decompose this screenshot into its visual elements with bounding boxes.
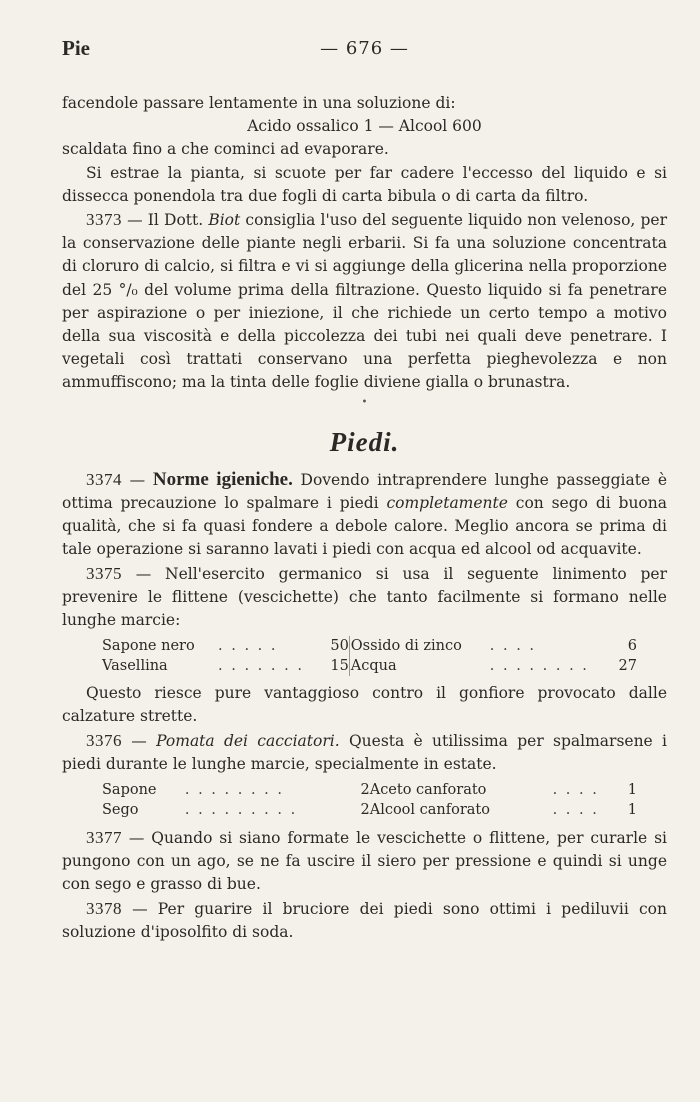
recipe-table-3375 [102, 636, 637, 676]
ingredient-name: Alcool canforato [369, 802, 490, 819]
dot-leaders: . . . . [552, 782, 599, 799]
recipe-row [102, 800, 637, 820]
recipe-note: Questo riesce pure vantaggioso contro il gonfiore provocato dalle calzature strette. [62, 684, 667, 726]
paragraph-text: Dovendo intraprendere lunghe passeggiate è ottima precauzione lo spalmare i piedi [62, 470, 668, 513]
paragraph-text: Questa è utilissima per spalmarsene i piedi durante le lunghe marcie, specialmente in estate. [62, 731, 667, 773]
recipe-row [102, 780, 637, 800]
ingredient-quantity: 1 [627, 802, 637, 819]
paragraph-text: — Per guarire il bruciore dei piedi sono ottimi i pediluvii con soluzione d'iposolfito di soda. [62, 899, 667, 941]
paragraph-number: 3373 [86, 210, 122, 230]
paragraph-3377 [62, 826, 667, 897]
paragraph-3373 [62, 208, 667, 395]
ingredient-quantity: 50 [330, 638, 349, 655]
ingredient-name: Sapone [102, 782, 157, 799]
ingredient-name: Sego [102, 802, 139, 819]
intro-line-2: scaldata fino a che cominci ad evaporare. [62, 140, 389, 159]
ingredient-quantity: 1 [627, 782, 637, 799]
page-header [62, 30, 667, 66]
paragraph-text: — Nell'esercito germanico si usa il seguente linimento per prevenire le flittene (vescichette) che tanto facilmente si formano nelle lunghe marcie: [62, 564, 667, 630]
italic-word: completamente [386, 494, 508, 513]
dot-leaders: . . . . . . . [218, 658, 304, 675]
decorative-dot: • [361, 396, 368, 408]
ingredient-name: Aceto canforato [369, 782, 487, 799]
ingredient-quantity: 2 [360, 782, 370, 799]
intro-paragraph: Si estrae la pianta, si scuote per far cadere l'eccesso del liquido e si dissecca ponendola tra due fogli di carta bibula o di carta da filtro. [62, 163, 667, 205]
ingredient-name: Acqua [350, 658, 397, 675]
paragraph-number: 3377 [86, 828, 122, 848]
paragraph-number: 3374 [86, 469, 122, 489]
ingredient-name: Vasellina [102, 658, 168, 675]
dot-leaders: . . . . . [218, 638, 278, 655]
paragraph-3374 [62, 468, 667, 562]
dot-leaders: . . . . [489, 638, 537, 655]
dot-leaders: . . . . . . . . . [184, 802, 298, 819]
paragraph-text: — Quando si siano formate le vescichette o flittene, per curarle si pungono con un ago, se ne fa uscire il siero per pressione e quindi si unge con sego e grasso di bue. [62, 829, 667, 894]
dot-leaders: . . . . . . . . [184, 782, 285, 799]
paragraph-3375 [62, 562, 667, 633]
recipe-table-3376 [102, 780, 637, 820]
dot-leaders: . . . . . . . . [489, 658, 589, 675]
paragraph-3378 [62, 897, 667, 944]
paragraph-text: — [122, 731, 157, 750]
page-body [62, 92, 667, 944]
ingredient-quantity: 27 [618, 658, 637, 675]
ingredient-quantity: 15 [330, 658, 349, 675]
paragraph-number: 3378 [86, 898, 122, 918]
ingredient-name: Sapone nero [102, 638, 195, 655]
paragraph-number: 3376 [86, 730, 122, 750]
dot-leaders: . . . . [552, 802, 599, 819]
paragraph-text: — Il Dott. [122, 211, 209, 230]
paragraph-number: 3375 [86, 563, 122, 583]
paragraph-title: Norme igieniche. [152, 468, 293, 490]
running-head: Pie [62, 36, 90, 60]
paragraph-3376 [62, 729, 667, 776]
recipe-row [102, 636, 637, 656]
paragraph-text: — [122, 470, 153, 489]
paragraph-title: Pomata dei cacciatori. [156, 731, 340, 750]
paragraph-text: con sego di buona qualità, che si fa quasi fondere a debole calore. Meglio ancora se prima di tale operazione si saranno lavati i piedi con acqua ed alcool od acquavite. [62, 494, 667, 559]
ingredient-name: Ossido di zinco [350, 638, 462, 655]
author-name: Biot [208, 211, 241, 230]
recipe-row [102, 656, 637, 676]
page-number: — 676 — [320, 38, 409, 59]
page [62, 30, 667, 944]
section-title: Piedi. [329, 426, 400, 457]
ingredient-quantity: 6 [627, 638, 637, 655]
ingredient-quantity: 2 [360, 802, 370, 819]
intro-line: facendole passare lentamente in una soluzione di: [62, 94, 456, 112]
paragraph-text: consiglia l'uso del seguente liquido non velenoso, per la conservazione delle piante negli erbarii. Si fa una soluzione concentrata di clorurо di calcio, si filtra e vi si aggiunge della glicerina nella proporzione del 25 °/₀ del volume prima della filtrazione. Questo liquido si fa penetrare per aspirazione o per iniezione, il che richiede un certo tempo a motivo della sua viscosità e della piccolezza dei tubi nei quali deve penetrare. I vegetali così trattati conservano una perfetta pieghevolezza e non ammuffiscono; ma la tinta delle foglie diviene gialla o brunastra. [62, 211, 667, 392]
intro-formula: Acido ossalico 1 — Alcool 600 [247, 117, 482, 136]
